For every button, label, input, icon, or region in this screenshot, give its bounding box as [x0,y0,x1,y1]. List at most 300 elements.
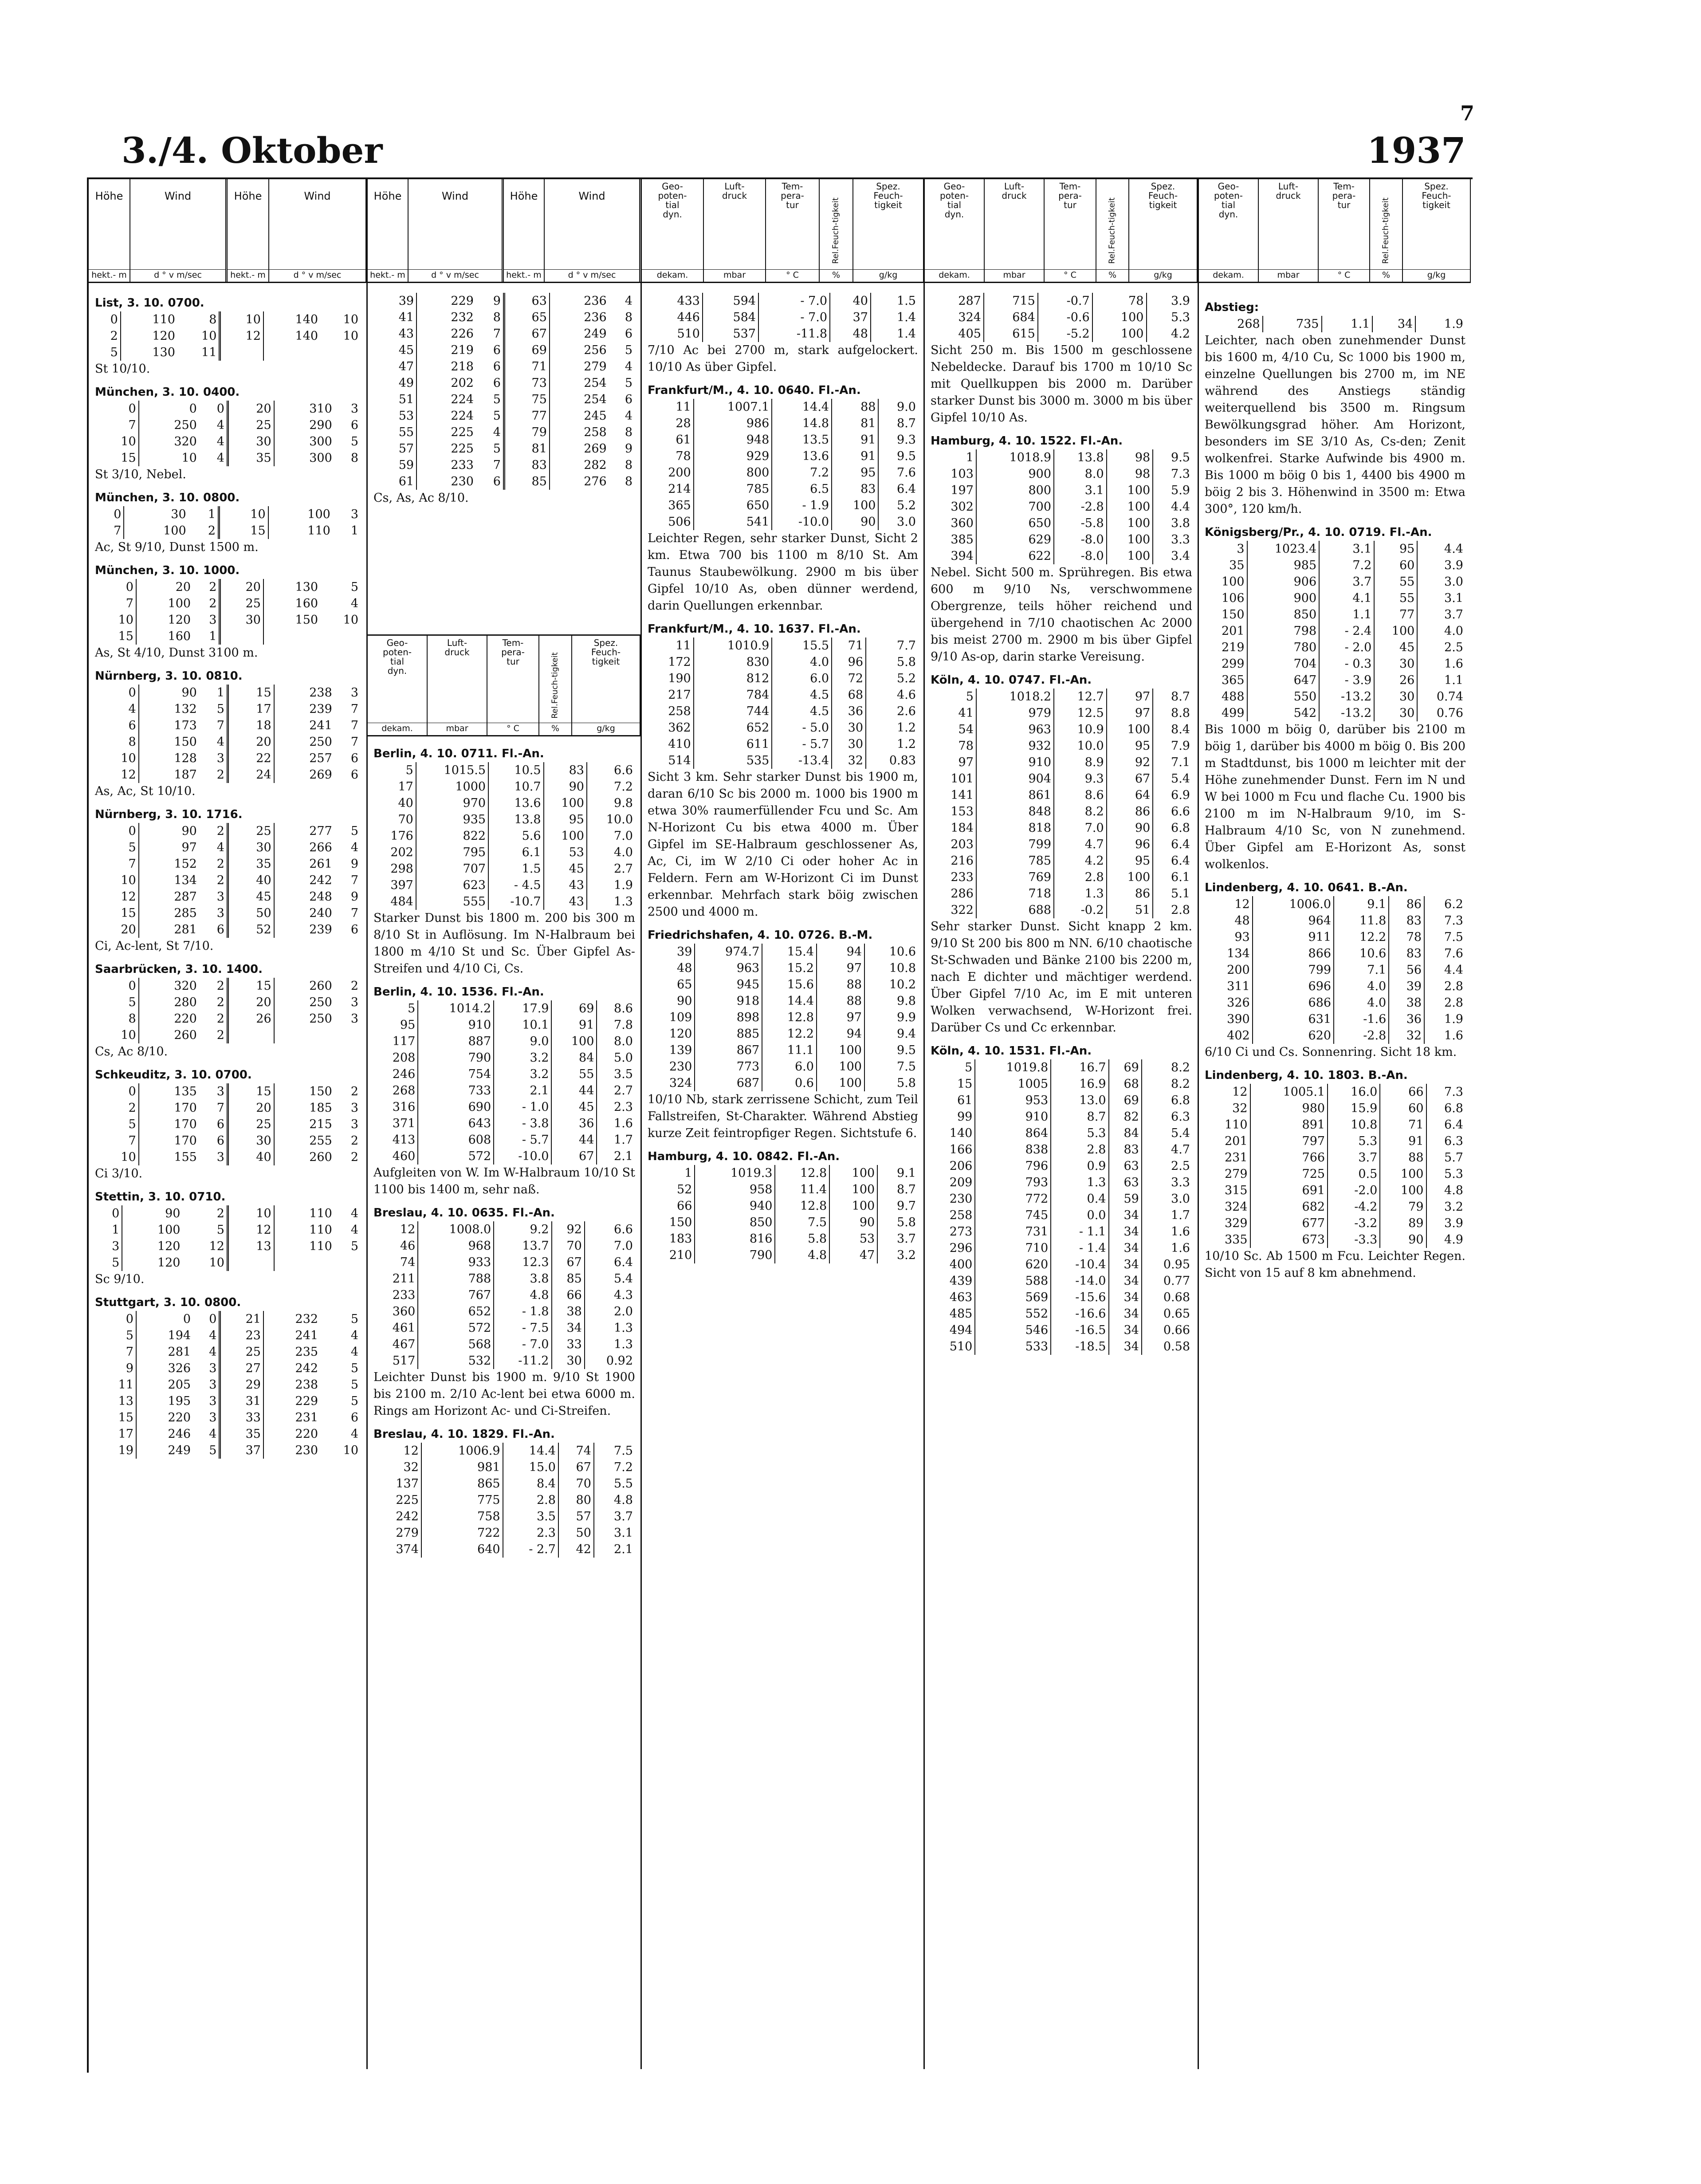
table-cell: 622 [976,548,1054,564]
table-cell: 41 [373,309,416,326]
table-cell [334,1255,361,1271]
header-unit: g/kg [853,269,923,280]
table-cell: 200 [1205,962,1253,978]
wind-table [95,823,361,938]
table-cell: 8 [625,458,632,472]
table-row [373,408,635,424]
table-row [931,499,1192,515]
table-cell: 850 [1247,606,1320,623]
header-label: tial [665,200,680,210]
table-cell: 5 [193,1442,220,1459]
table-cell: 552 [975,1306,1051,1322]
table-cell: 10 [343,329,358,343]
table-cell [228,1027,274,1043]
table-cell: 5 [373,762,416,779]
table-cell: 56 [1389,962,1424,978]
table-cell: 15 [228,1083,274,1100]
header-label: Tem- [782,181,803,192]
table-row [1205,945,1465,962]
table-row [373,1459,635,1476]
table-cell: 10.5 [488,762,544,779]
table-cell: 109 [648,1009,695,1026]
header-label: tur [786,200,799,210]
table-cell: 4 [350,1329,358,1342]
table-cell: 110 [309,1240,332,1253]
table-cell: 150 [309,1085,332,1098]
table-cell: 329 [1205,1215,1250,1232]
table-cell: - 4.5 [488,877,544,893]
table-cell: 3.4 [1171,549,1190,563]
table-row [931,309,1192,326]
table-cell: 10.0 [1054,738,1107,754]
table-cell: 10 [181,451,197,465]
table-cell: 4.1 [1319,590,1374,606]
table-cell: 246 [373,1066,418,1082]
table-cell: 8 [625,475,632,488]
table-cell: 6.0 [762,1059,817,1075]
table-cell: 3 [193,1360,220,1377]
table-cell: 7 [199,1100,228,1116]
sounding-table [931,1059,1192,1355]
table-cell: 12 [182,1238,228,1255]
header-unit: dekam. [368,723,427,733]
table-cell: 100 [1092,309,1147,326]
table-row [931,293,1192,309]
table-cell: 75 [504,391,549,408]
header-unit: dekam. [1199,269,1258,280]
table-cell: 0 [95,1311,136,1327]
table-row [95,433,361,450]
table-cell: 6.4 [897,482,916,496]
table-cell: 911 [1253,929,1334,945]
table-cell: 25 [228,1116,274,1133]
table-cell: 100 [1380,1182,1426,1199]
table-row [1205,590,1465,606]
table-row [373,1238,635,1254]
table-cell: 286 [931,885,976,902]
station-note: As, Ac, St 10/10. [95,784,196,798]
table-cell: 5.8 [897,1076,916,1090]
table-cell: 92 [1107,754,1153,771]
table-cell: 184 [931,820,976,836]
table-cell: 35 [1205,557,1247,574]
table-cell: 90 [829,1214,877,1231]
table-cell: 0.77 [1163,1274,1190,1288]
table-cell: 948 [694,432,772,448]
table-cell: 8.4 [1171,723,1190,736]
table-cell: 785 [694,481,772,497]
table-cell: 3.9 [1444,1216,1463,1230]
table-cell: 964 [1253,913,1334,929]
table-cell: 6.8 [1444,1102,1463,1115]
table-cell: 1018.2 [976,689,1054,705]
table-cell: 5 [476,408,504,424]
table-cell: 1.7 [614,1133,633,1147]
table-cell: 1019.8 [975,1059,1051,1076]
table-cell: 3.9 [1444,559,1463,572]
table-cell: 95 [832,464,878,481]
table-cell: 10.9 [1054,721,1107,738]
table-cell: 682 [1250,1199,1328,1215]
header-cell [642,179,704,282]
table-cell: 190 [648,670,694,687]
table-row [95,1327,361,1344]
table-cell: 34 [1109,1322,1142,1338]
table-cell: 100 [829,1181,877,1198]
table-cell: 532 [418,1353,494,1369]
table-cell: 0.76 [1436,706,1463,720]
station-title: Saarbrücken, 3. 10. 1400. [95,963,263,976]
table-cell: 335 [1205,1232,1250,1248]
table-cell: 231 [295,1411,318,1425]
header-label: tial [1221,200,1236,210]
table-row [1205,913,1465,929]
table-cell: 2 [182,1205,228,1222]
table-row [95,1311,361,1327]
table-cell: 202 [451,376,474,390]
table-row [95,1377,361,1393]
wind-table [95,506,361,539]
table-row [1205,541,1465,557]
table-cell: 233 [931,869,976,885]
table-cell: 3.1 [614,1526,633,1540]
table-cell: 744 [694,703,772,720]
table-cell: 230 [648,1059,695,1075]
table-cell: 7.1 [1171,756,1190,769]
table-row [648,448,918,464]
table-cell: 546 [975,1322,1051,1338]
table-cell: 100 [1092,326,1147,342]
table-cell: 7.0 [1054,820,1107,836]
table-cell: 170 [174,1101,197,1115]
table-cell: 4.0 [1334,978,1389,995]
table-cell: 5 [350,1378,358,1392]
table-cell: 74 [373,1254,418,1271]
table-cell: -3.2 [1328,1215,1380,1232]
table-cell: 8.6 [614,1002,633,1015]
table-row [931,803,1192,820]
table-cell: 933 [418,1254,494,1271]
table-cell: 117 [373,1033,418,1050]
table-cell: 4 [350,1345,358,1359]
table-cell: 100 [544,828,587,844]
table-cell: 9.5 [897,1043,916,1057]
table-cell: 110 [309,1223,332,1237]
table-cell: 106 [1205,590,1247,606]
table-cell: -13.2 [1319,705,1374,721]
col4-body [931,293,1192,1355]
table-row [373,828,635,844]
table-cell [274,1027,334,1043]
table-cell: 360 [373,1303,418,1320]
header-col2 [368,179,640,283]
table-cell: 250 [309,996,332,1009]
table-cell: 14.8 [772,415,832,432]
table-cell: 5.4 [614,1272,633,1286]
table-cell: 8 [177,311,220,328]
table-cell: 2.8 [1444,996,1463,1010]
table-cell: 34 [1109,1207,1142,1224]
table-cell: 6 [350,418,358,432]
table-cell: 394 [931,548,976,564]
table-cell: 5 [95,1116,139,1133]
table-cell: 61 [648,432,694,448]
table-cell: 120 [648,1026,695,1042]
table-cell: 7.5 [1444,930,1463,944]
table-cell: 172 [648,654,694,670]
header-cell [1096,179,1129,282]
table-cell: 8.2 [1171,1061,1190,1074]
table-cell: 6 [625,327,632,341]
table-cell: 918 [695,993,762,1009]
table-cell: 12 [1205,896,1253,913]
table-row [1205,316,1465,332]
table-cell: 796 [975,1158,1051,1174]
header-label: Feuch- [873,190,903,201]
table-cell: 170 [174,1118,197,1131]
table-cell: 510 [648,326,703,342]
table-cell: 3 [1205,541,1247,557]
table-row [931,1158,1192,1174]
table-cell: 410 [648,736,694,752]
table-cell: 10.6 [1334,945,1389,962]
table-cell: 81 [504,441,549,457]
table-cell: 2.1 [494,1082,551,1099]
table-cell: 52 [228,921,274,938]
table-cell: 94 [817,1026,864,1042]
header-cell [130,179,228,282]
station-title: München, 3. 10. 0400. [95,386,240,399]
table-cell: 90 [1107,820,1153,836]
table-cell: 7 [350,906,358,920]
table-cell: 7 [350,874,358,887]
table-cell: 673 [1250,1232,1328,1248]
header-unit: dekam. [925,269,984,280]
table-cell: 365 [1205,672,1247,689]
table-cell: 239 [309,702,332,716]
table-cell: 299 [1205,656,1247,672]
table-cell: 0.6 [762,1075,817,1091]
table-cell: 910 [418,1017,494,1033]
table-cell: 963 [976,721,1054,738]
table-row [648,326,918,342]
table-cell: 95 [544,811,587,828]
table-row [931,1092,1192,1109]
station-note: 6/10 Ci und Cs. Sonnenring. Sicht 18 km. [1205,1045,1457,1059]
table-cell: 0.0 [1051,1207,1108,1224]
table-cell: 6.1 [1171,870,1190,884]
table-cell: 2.8 [1171,903,1190,917]
table-cell: 11.4 [775,1181,829,1198]
table-cell: 202 [373,844,416,861]
table-cell: 830 [694,654,772,670]
table-cell: 296 [931,1240,975,1256]
table-row [648,1231,918,1247]
table-cell: 39 [373,293,416,309]
table-cell: 83 [1389,913,1424,929]
table-cell: 40 [830,293,871,309]
table-row [1205,574,1465,590]
table-cell: 1.1 [1322,316,1373,332]
table-cell: 5 [931,1059,975,1076]
table-cell: 45 [228,889,274,905]
table-cell: 650 [694,497,772,514]
station-title: Nürnberg, 3. 10. 0810. [95,669,243,683]
table-row [648,670,918,687]
table-row [648,1059,918,1075]
table-cell: -11.2 [494,1353,551,1369]
table-cell: 2.0 [614,1305,633,1318]
table-cell: 12 [228,1222,274,1238]
table-row [373,1033,635,1050]
table-cell: -11.8 [758,326,830,342]
table-cell: 4 [350,1207,358,1220]
table-cell: 484 [373,893,416,910]
table-row [373,1221,635,1238]
table-cell: 1.1 [1319,606,1374,623]
table-row [95,417,361,433]
table-row [931,482,1192,499]
table-row [931,1338,1192,1355]
table-cell: 7.1 [1334,962,1389,978]
table-row [1205,1133,1465,1149]
table-cell: 9.3 [1054,771,1107,787]
table-cell: 7.6 [1444,947,1463,960]
table-cell: 40 [228,1149,274,1165]
table-cell: 3 [193,1409,220,1426]
wind-table [373,293,635,490]
table-cell: 365 [648,497,694,514]
table-cell: 0.4 [1051,1191,1108,1207]
table-cell: 33 [220,1409,263,1426]
table-cell: 10.7 [488,779,544,795]
table-row [931,1191,1192,1207]
table-cell: 91 [1380,1133,1426,1149]
table-cell: 268 [1205,316,1263,332]
table-row [95,1027,361,1043]
table-row [95,401,361,417]
table-cell: 3 [199,1149,228,1165]
table-cell: 4.5 [772,687,832,703]
table-cell: 623 [416,877,488,893]
table-cell: 21 [220,1311,263,1327]
table-cell: 261 [309,857,332,871]
table-cell: 640 [421,1541,503,1558]
table-cell: 3.7 [1444,608,1463,622]
header-unit: % [1370,269,1402,280]
table-cell: 15 [228,978,274,994]
table-row [373,326,635,342]
table-cell: 822 [416,828,488,844]
table-cell: -13.2 [1319,689,1374,705]
table-cell [220,628,263,645]
header-label: Wind [304,190,331,202]
table-cell: 3 [350,1012,358,1026]
table-cell: 1005.1 [1250,1084,1328,1100]
table-cell [320,628,361,645]
table-cell: 203 [931,836,976,853]
table-cell: 864 [975,1125,1051,1141]
table-row [373,1336,635,1353]
table-cell: 100 [1205,574,1247,590]
header-unit: d ° v m/sec [409,269,502,280]
table-cell [220,344,263,361]
table-cell: - 1.4 [1051,1240,1108,1256]
table-cell: 7 [95,523,124,539]
station-title: Köln, 4. 10. 1531. Fl.-An. [931,1044,1092,1058]
table-cell: 715 [984,293,1038,309]
table-cell: 4.3 [614,1288,633,1302]
table-cell: 150 [174,735,197,749]
table-cell: 3.1 [1444,591,1463,605]
table-cell: 231 [1205,1149,1250,1166]
table-cell: - 2.7 [503,1541,558,1558]
table-cell: 652 [418,1303,494,1320]
table-cell: -10.0 [494,1148,551,1165]
table-cell: 7.2 [614,1460,633,1474]
header-cell [539,636,572,735]
table-cell: 3.7 [897,1232,916,1246]
table-cell: 1.4 [897,327,916,341]
station-title: Frankfurt/M., 4. 10. 0640. Fl.-An. [648,384,861,397]
table-cell: 79 [1380,1199,1426,1215]
table-row [373,1508,635,1525]
table-cell: 86 [1389,896,1424,913]
table-cell: 235 [295,1345,318,1359]
table-cell [228,1255,274,1271]
table-cell: 4 [193,1344,220,1360]
table-row [931,1256,1192,1273]
table-cell: 3.5 [503,1508,558,1525]
table-cell: 7.2 [772,464,832,481]
table-row [1205,672,1465,689]
table-cell: 3.3 [1171,1176,1190,1189]
table-cell: 273 [931,1224,975,1240]
table-cell: 34 [1372,316,1415,332]
table-cell: 968 [418,1238,494,1254]
table-cell: 34 [1109,1338,1142,1355]
table-cell: 220 [295,1427,318,1441]
wind-table [95,579,361,645]
table-cell: 2 [350,1085,358,1098]
table-row [373,1017,635,1033]
table-cell: 170 [174,1134,197,1148]
header-label: Luft- [447,637,467,648]
table-cell: 90 [832,514,878,530]
table-cell: 201 [1205,623,1247,639]
table-cell: 1018.9 [976,449,1054,466]
table-cell: 100 [168,597,191,610]
table-cell: 467 [373,1336,418,1353]
table-cell: 83 [1389,945,1424,962]
table-row [648,720,918,736]
station-title: Breslau, 4. 10. 1829. Fl.-An. [373,1428,555,1441]
table-cell: 20 [220,579,263,595]
table-cell: 91 [832,448,878,464]
table-cell: 568 [418,1336,494,1353]
table-row [648,293,918,309]
table-cell: 25 [228,417,274,433]
table-cell: 572 [418,1148,494,1165]
table-cell: 20 [228,994,274,1011]
header-year: 1937 [1367,130,1466,171]
table-cell: - 2.4 [1319,623,1374,639]
header-label: Geo- [662,181,683,192]
table-cell: 3 [95,1238,122,1255]
table-cell: 13 [95,1393,136,1409]
table-cell: 17 [228,701,274,717]
table-cell: 5.0 [614,1051,633,1065]
